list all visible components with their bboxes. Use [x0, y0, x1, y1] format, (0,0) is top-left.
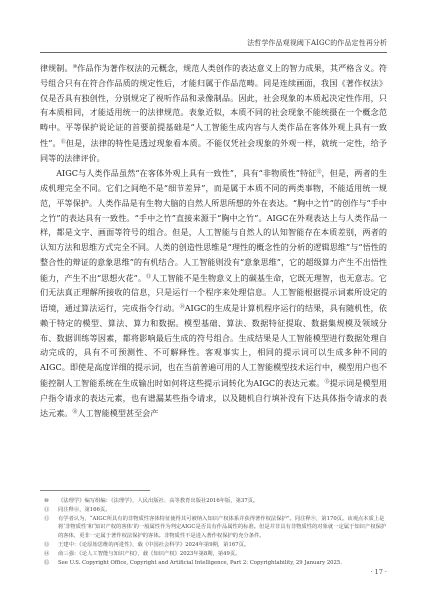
footnote-item — [40, 541, 387, 550]
page-number: · 17 · — [370, 568, 387, 576]
footnote-ref-15[interactable]: ⑮ — [324, 378, 330, 385]
paragraph-2-part-d: AIGC的生成是计算机程序运行的结果，具有随机性，依赖于特定的模型、算法、算力和数据。模型基础、算法、数据特征提取、数据集规模及领域分布、数据训练等因素，都将影响最后生成的符号组合。生成结果是人工智能模型进行数据处理自动完成的，具有不可预测性、不可解释性。客观事实上，相同的提示词可以生成多种不同的AIGC。即使是高度详细的提示词，也在当前普遍可用的人工智能模型技术运行中，模型用户也不能控制人工智能系统在生成输出时如何将这些提示词转化为AIGC的表达元素。 — [40, 303, 387, 388]
paragraph-1-part-c: 但是，法律的特性是透过现象看本质。不能仅凭社会现象的外观一样，就统一定性，给予同等的法律评价。 — [40, 137, 387, 163]
footnote-item — [40, 506, 387, 515]
footnote-ref-11[interactable]: ⑪ — [60, 138, 66, 145]
footnote-ref-13[interactable]: ⑬ — [146, 273, 152, 280]
footnote-mark: ⑪ — [44, 506, 50, 513]
footnotes — [40, 497, 387, 567]
footnote-mark: ⑭ — [44, 550, 50, 557]
footnote-ref-16[interactable]: ⑯ — [72, 409, 78, 416]
footnote-item — [40, 497, 387, 506]
footnote-text: 《法理学》编写组编：《法理学》，人民出版社、高等教育出版社2016年版，第37页。 — [58, 498, 259, 504]
footnote-text: 同注释⑧，第166页。 — [58, 506, 111, 513]
paragraph-1 — [40, 60, 387, 165]
paragraph-2 — [40, 165, 387, 421]
footnote-item — [40, 515, 387, 541]
paragraph-1-part-b: 作品作为著作权法的元概念，规范人类创作的表达意义上的智力成果，其严格含义。符号组合只有在符合作品质的规定性后，才能归属于作品范畴。同是连续画面，我国《著作权法》仅是否具有独创性，分别规定了视听作品和录像制品。因此，社会现象的本质起决定性作用，只有本质相同，才能适用统一的法律规范。表象近似，本质不同的社会现象不能统摄在一个概念范畴中。平等保护说论证的首要前提基础是“人工智能生成内容与人类作品在客体外观上具有一致性”。 — [40, 63, 387, 148]
paragraph-1-part-a: 律规制。 — [40, 63, 73, 73]
footnote-mark: ⑬ — [44, 541, 50, 548]
paragraph-2-part-e: 提示词是模型用户指令请求的表达元素，也有谱漏某些指令请求，以及随机自行填补没有下达具体指令请求的表达元素。 — [40, 377, 387, 419]
footnote-ref-14[interactable]: ⑭ — [179, 304, 185, 310]
footnote-ref-10[interactable]: ⑩ — [72, 64, 78, 70]
main-text — [40, 60, 387, 421]
paragraph-2-part-b: ，但是，两者的生成机理完全不同。它们之间绝不是“细节差异”，而是属于本质不同的两类事物，不能适用统一规范，平等保护。人类作品是有生物大脑的自然人所思所想的外在表达。“胸中之竹”的创作与“手中之竹”的表达具有一致性。“手中之竹”直接来源于“胸中之竹”。AIGC在外观表达上与人类作品一样，都是文字、画面等符号的组合。但是，人工智能与自然人的认知智能存在本质差别，两者的认知方法和思维方式完全不同。人类的创造性思维是“理性的概念性的分析的逻辑思维”与“悟性的整合性的辩证的意象思维”的有机结合。人工智能则没有“意象思维”，它的超级算力产生不出悟性能力，产生不出“思想火花”。 — [40, 168, 387, 283]
footnote-item — [40, 550, 387, 559]
footnote-ref-12[interactable]: ⑫ — [316, 169, 322, 176]
footnote-text: 有学者认为，“AIGC所具有的非物质性客体特征使得其可被纳入知识产权体系并获得著作权法保护”。同注释⑨，第170页。该观点本质上是将‘非物质性’和‘知识产权的客体’的一般属性作为判定AIGC是否具有作品属性的标准。但是并非具有非物质性的对象就一定属于知识产权保护的客体，更非一定属于著作权法保护的客体。非物质性不是进入著作权保护的充分条件。 — [58, 515, 387, 540]
footnote-mark: ⑫ — [44, 515, 50, 522]
paragraph-2-part-f: 人工智能模型甚至会产 — [77, 408, 159, 419]
running-header — [40, 38, 387, 53]
footnote-item — [40, 559, 387, 568]
paragraph-2-part-a: AIGC与人类作品虽然“在客体外观上具有一致性”，具有“非物质性”特征 — [56, 168, 317, 179]
footnote-text: See U.S. Copyright Office, Copyright and Artificial Intelligence, Part 2: Copyrightability, 29 January 2025. — [58, 559, 342, 566]
footnote-divider — [40, 490, 150, 491]
footnote-text: 俞三强：《论人工智能与知识产权》，载《知识产权》2023年第8期，第49页。 — [58, 550, 241, 557]
paragraph-2-part-c: 人工智能不是生物意义上的碳基生命，它既无理智，也无意志。它们无法真正理解所接收的信息，只是运行一个程序来处理信息。人工智能根据提示词素所设定的语境，通过算法运行，完成指令行动。 — [40, 272, 387, 313]
footnote-mark: ⑮ — [44, 559, 50, 566]
running-header-title: 法哲学作品观视阈下AIGC的作品定性再分析 — [247, 39, 387, 47]
footnote-mark: ⑩ — [44, 498, 49, 504]
footnote-text: 王建中：《论原始思维的再进性》，载《中国社会科学》2024年第9期，第167页。 — [58, 541, 250, 548]
